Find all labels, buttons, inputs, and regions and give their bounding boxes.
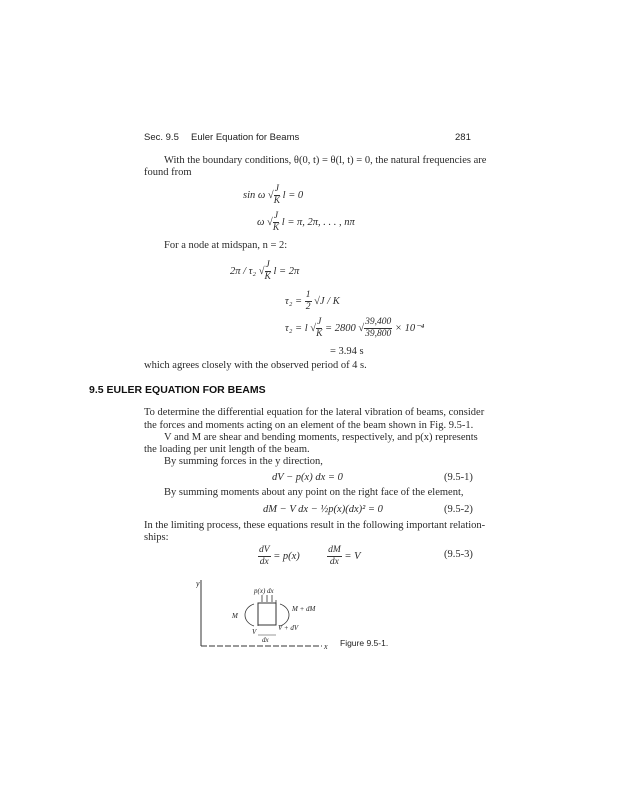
text-line: the forces and moments acting on an element of the beam shown in Fig. 9.5-1. bbox=[144, 420, 474, 431]
fraction bbox=[316, 317, 322, 340]
fraction bbox=[327, 545, 342, 568]
eq-part: l = π, 2π, . . . , nπ bbox=[281, 216, 355, 228]
text-line: For a node at midspan, n = 2: bbox=[164, 240, 288, 251]
text-line: the loading per unit length of the beam. bbox=[144, 444, 310, 455]
fraction-denominator: K bbox=[273, 196, 281, 206]
text-line: With the boundary conditions, θ(0, t) = θ(l, t) = 0, the natural frequencies are bbox=[164, 155, 487, 166]
eq-part: τ₂ = bbox=[285, 295, 303, 307]
fraction bbox=[364, 317, 392, 340]
equation-number: (9.5-2) bbox=[444, 504, 473, 515]
fraction-numerator: 1 bbox=[305, 290, 311, 300]
eq-part: ω bbox=[257, 216, 265, 228]
text-line: To determine the differential equation for the lateral vibration of beams, consider bbox=[144, 407, 485, 418]
eq-part: 2π / τ₂ bbox=[230, 265, 257, 277]
fraction-numerator: 39,400 bbox=[365, 317, 392, 327]
eq-part: l = 2π bbox=[273, 265, 300, 277]
fraction-numerator: J bbox=[274, 184, 279, 194]
text-line: By summing forces in the y direction, bbox=[164, 456, 323, 467]
eq-part: sin ω bbox=[243, 189, 266, 201]
eq-part: J / K bbox=[319, 295, 340, 307]
eq-part: = p(x) bbox=[273, 550, 300, 562]
dx-label: dx bbox=[262, 636, 269, 644]
moment-left-label: M bbox=[232, 612, 238, 620]
fraction bbox=[264, 260, 270, 283]
eq-part: = V bbox=[344, 550, 361, 562]
fraction-denominator: K bbox=[316, 329, 323, 339]
text-line: ships: bbox=[144, 532, 169, 543]
load-label: p(x) dx bbox=[254, 587, 274, 595]
equation: τ₂ = $\frac{1}{2}$ √J / K bbox=[285, 290, 340, 312]
fraction-denominator: 39,800 bbox=[365, 329, 392, 339]
fraction-denominator: 2 bbox=[305, 302, 311, 312]
equation: τ₂ = l √ $\frac{J}{K}$ = 2800 √ $\frac{39,400}{39,800}$ × 10⁻⁴ bbox=[285, 317, 425, 339]
figure-caption: Figure 9.5-1. bbox=[340, 638, 389, 648]
fraction-numerator: J bbox=[265, 260, 270, 270]
eq-part: = 2800 bbox=[325, 322, 356, 334]
left-moment-arrow bbox=[245, 604, 254, 626]
equation: dM − V dx − ½p(x)(dx)² = 0 bbox=[263, 504, 383, 515]
shear-left-label: V bbox=[252, 628, 257, 636]
eq-part: l = 0 bbox=[282, 189, 304, 201]
page-number: 281 bbox=[455, 132, 471, 143]
y-axis-label: y bbox=[196, 579, 200, 588]
text-line: In the limiting process, these equations result in the following important relation- bbox=[144, 520, 486, 531]
beam-element bbox=[258, 603, 276, 625]
fraction-denominator: K bbox=[264, 272, 271, 282]
running-header-section: Sec. 9.5 bbox=[144, 132, 179, 143]
fraction-numerator: J bbox=[317, 317, 322, 327]
text-line: By summing moments about any point on the right face of the element, bbox=[164, 487, 464, 498]
text-line: V and M are shear and bending moments, respectively, and p(x) represents bbox=[164, 432, 478, 443]
equation: sin ω √ $\frac{J}{K}$ l = 0 bbox=[243, 184, 304, 206]
right-moment-arrow bbox=[280, 604, 289, 626]
equation: = 3.94 s bbox=[330, 346, 364, 357]
text-line: found from bbox=[144, 167, 192, 178]
running-header-title: Euler Equation for Beams bbox=[191, 132, 300, 143]
fraction-numerator: dM bbox=[328, 545, 341, 555]
fraction-denominator: dx bbox=[259, 557, 269, 567]
section-heading: 9.5 EULER EQUATION FOR BEAMS bbox=[89, 384, 266, 396]
moment-right-label: M + dM bbox=[292, 605, 316, 613]
text-line: which agrees closely with the observed period of 4 s. bbox=[144, 360, 367, 371]
eq-part: τ₂ = l bbox=[285, 322, 308, 334]
fraction bbox=[305, 290, 312, 313]
fraction-numerator: dV bbox=[259, 545, 270, 555]
equation-number: (9.5-1) bbox=[444, 472, 473, 483]
fraction bbox=[274, 184, 280, 207]
shear-right-label: V + dV bbox=[278, 624, 299, 632]
equation: dV − p(x) dx = 0 bbox=[272, 472, 343, 483]
fraction bbox=[273, 211, 279, 234]
fraction-numerator: J bbox=[273, 211, 279, 221]
equation-number: (9.5-3) bbox=[444, 549, 473, 560]
beam-element-figure bbox=[196, 578, 356, 658]
equation bbox=[258, 545, 360, 568]
fraction-denominator: dx bbox=[329, 557, 339, 567]
fraction-denominator: K bbox=[272, 223, 280, 233]
x-axis-label: x bbox=[324, 642, 328, 651]
equation: 2π / τ₂ √ $\frac{J}{K}$ l = 2π bbox=[230, 260, 300, 282]
fraction bbox=[258, 545, 271, 568]
eq-part: × 10⁻⁴ bbox=[394, 322, 425, 334]
equation: ω √ $\frac{J}{K}$ l = π, 2π, . . . , nπ bbox=[257, 211, 355, 233]
